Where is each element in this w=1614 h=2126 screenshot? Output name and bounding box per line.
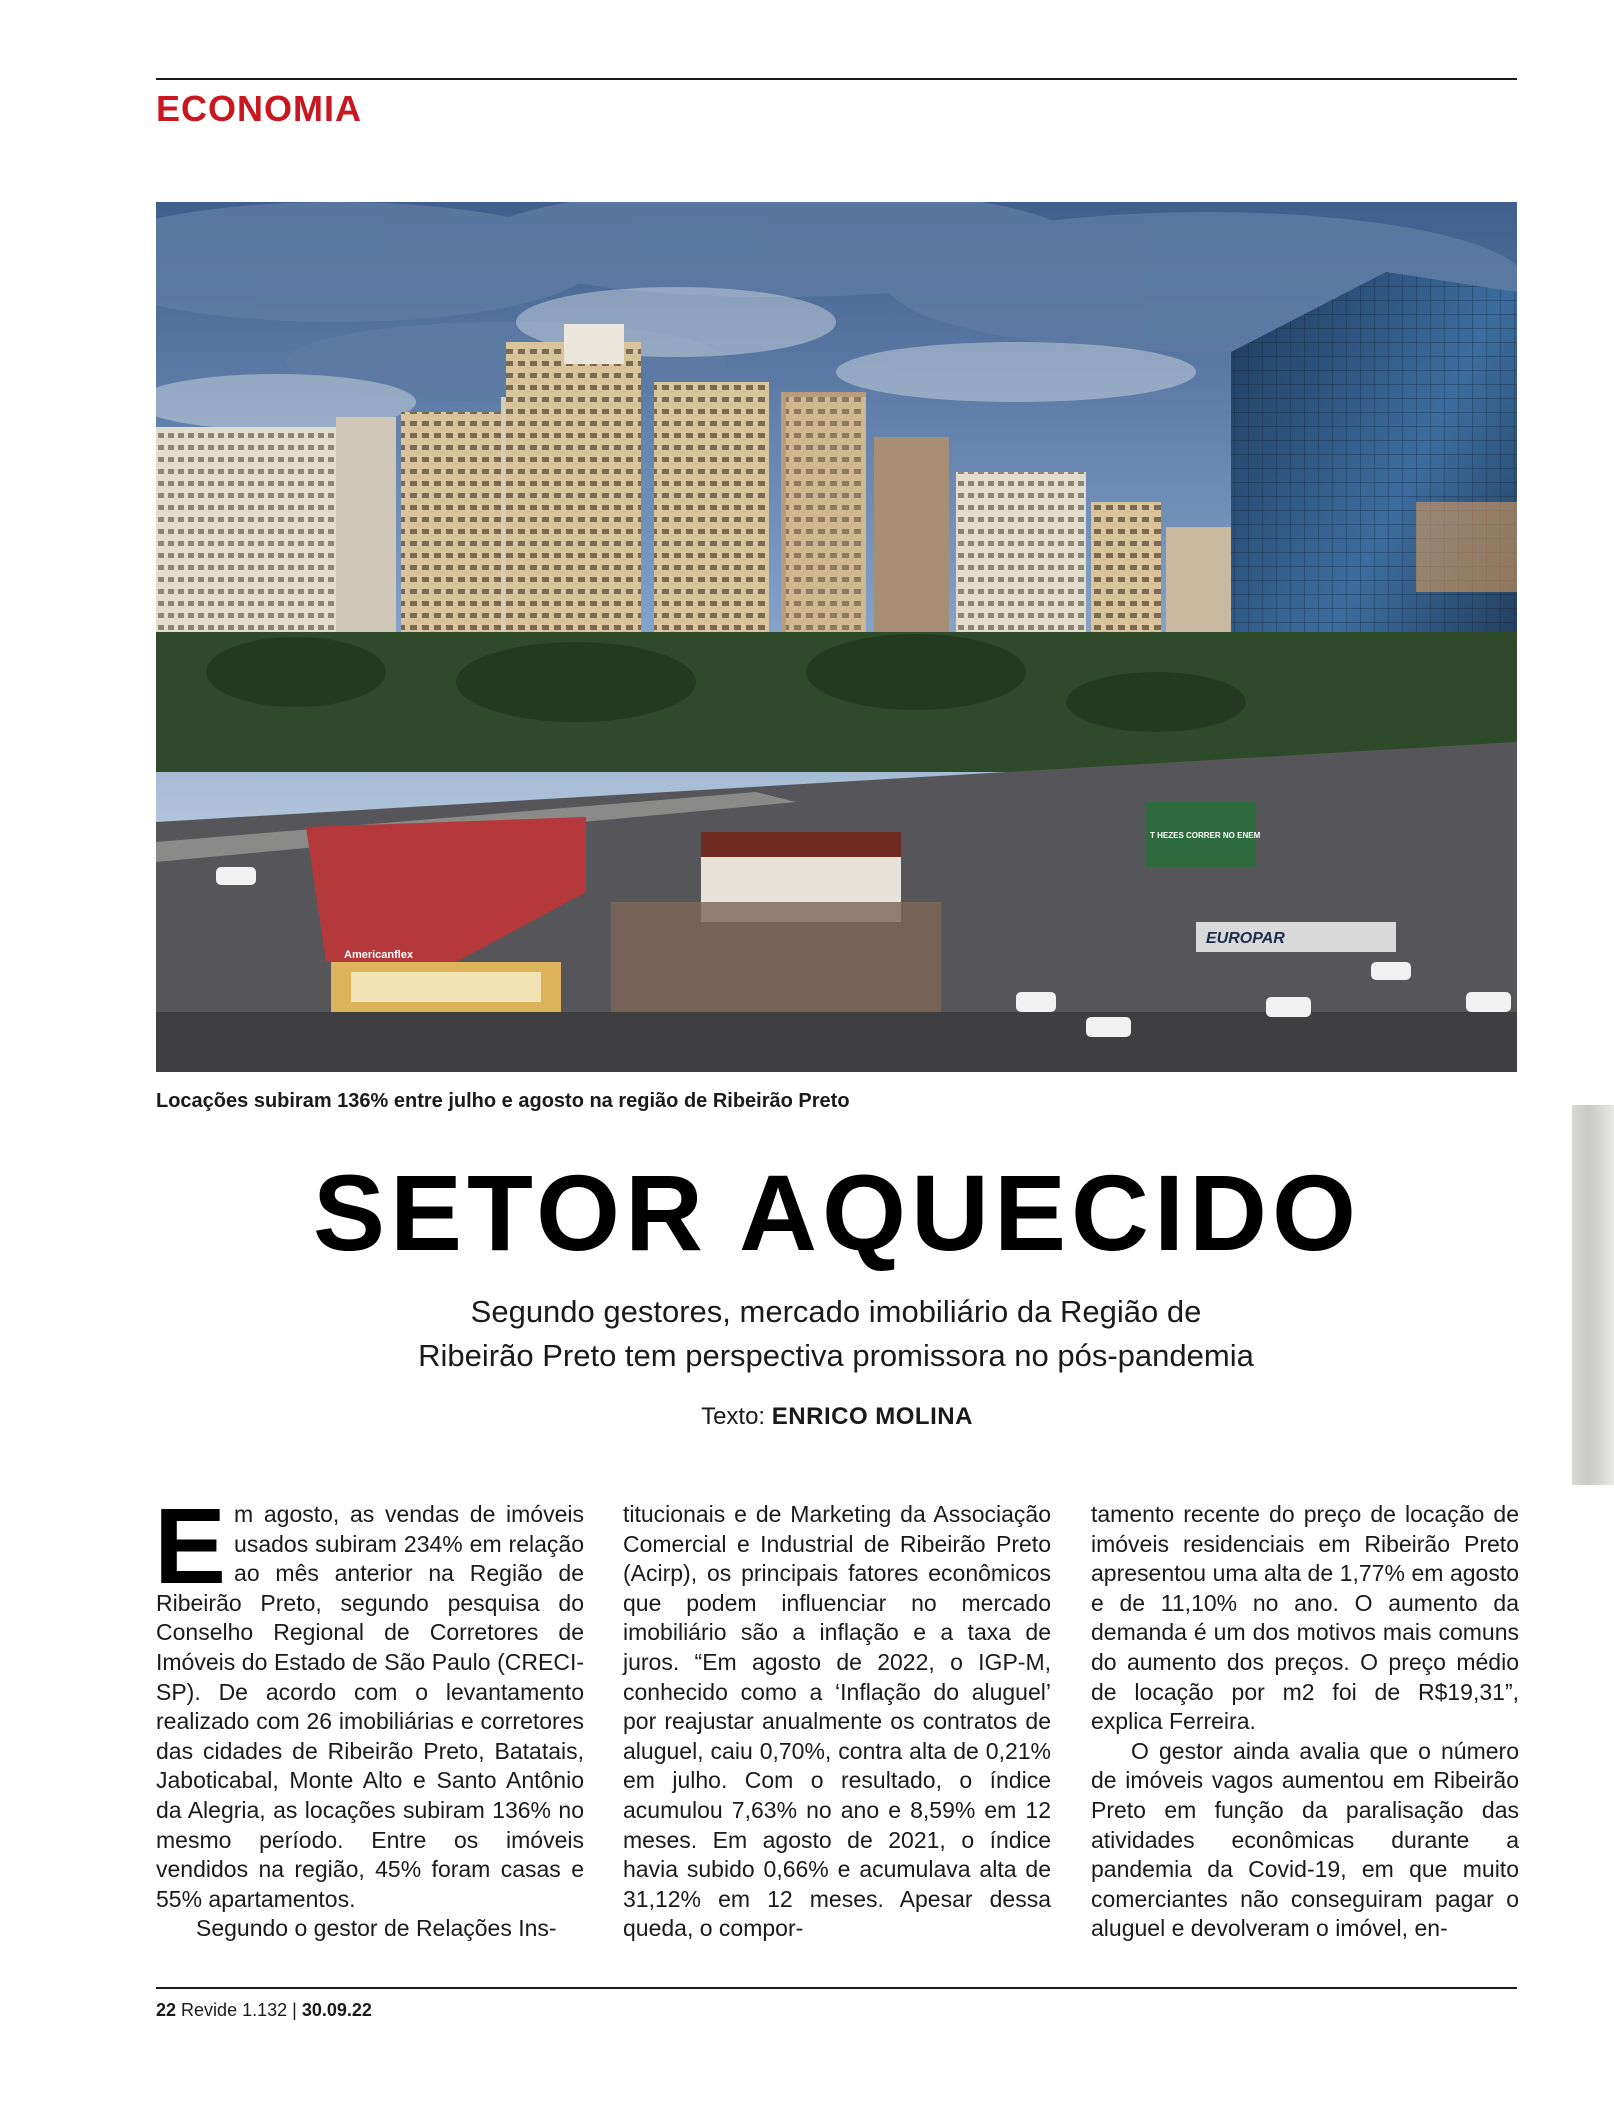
paragraph: Segundo o gestor de Relações Ins- [196,1915,557,1942]
subtitle [336,1290,1336,1378]
paragraph: m agosto, as vendas de imóveis usados subiram 234% em relação ao mês anterior na Região de Ribeirão Preto, segundo pesquisa do Conselho Regional de Corretores de Imóveis do Estado de São Paulo (CRECI-SP). De acordo com o levantamento realizado com 26 imobiliárias e corretores das cidades de Ribeirão Preto, Batatais, Jaboticabal, Monte Alto e Santo Antônio da Alegria, as locações subiram 136% no mesmo período. Entre os imóveis vendidos na região, 45% foram casas e 55% apartamentos. [156,1501,584,1912]
byline-author: ENRICO MOLINA [771,1403,973,1430]
section-label: ECONOMIA [156,88,362,129]
drop-cap: E [154,1485,227,1606]
footer-separator: | [292,2000,297,2020]
paragraph: tamento recente do preço de locação de imóveis residenciais em Ribeirão Preto apresentou uma alta de 1,77% em agosto e de 11,10% no ano. O aumento da demanda é um dos motivos mais comuns do aumento dos preços. O preço médio de locação por m2 foi de R$19,31”, explica Ferreira. [1091,1501,1519,1735]
body-column-2 [623,1500,1051,1944]
top-rule [156,78,1517,80]
building-sign: EUROPAR [1206,930,1285,947]
body-column-3 [1091,1500,1519,1944]
page-number: 22 [156,2000,177,2020]
subtitle-line-1: Segundo gestores, mercado imobiliário da Região de [470,1294,1202,1329]
paragraph: titucionais e de Marketing da Associação Comercial e Industrial de Ribeirão Preto (Acirp), os principais fatores econômicos que podem influenciar no mercado imobiliário são a inflação e a taxa de juros. “Em agosto de 2022, o IGP-M, conhecido como a ‘Inflação do aluguel’ por reajustar anualmente os contratos de aluguel, caiu 0,70%, contra alta de 0,21% em julho. Com o resultado, o índice acumulou 7,63% no ano e 8,59% em 12 meses. Em agosto de 2021, o índice havia subido 0,66% e acumulava alta de 31,12% em 12 meses. Apesar dessa queda, o compor- [623,1501,1051,1942]
publication-name: Revide 1.132 [181,2000,288,2020]
byline-label: Texto: [701,1403,772,1430]
page-footer [156,2000,372,2021]
bottom-rule [156,1987,1517,1989]
paragraph: O gestor ainda avalia que o número de imóveis vagos aumentou em Ribeirão Preto em função da paralisação das atividades econômicas durante a pandemia da Covid-19, em que muito comerciantes não conseguiram pagar o aluguel e devolveram o imóvel, en- [1091,1737,1519,1942]
headline: SETOR AQUECIDO [312,1152,1362,1273]
city-skyline-photo [156,202,1517,1072]
byline [0,1403,1614,1431]
store-sign: Americanflex [344,949,414,961]
billboard-text: T HEZES CORRER NO ENEM [1150,831,1261,840]
issue-date: 30.09.22 [301,2000,372,2020]
photo-caption: Locações subiram 136% entre julho e agosto na região de Ribeirão Preto [156,1090,850,1112]
body-column-1 [154,1485,584,1944]
subtitle-line-2: Ribeirão Preto tem perspectiva promissora no pós-pandemia [418,1338,1254,1373]
